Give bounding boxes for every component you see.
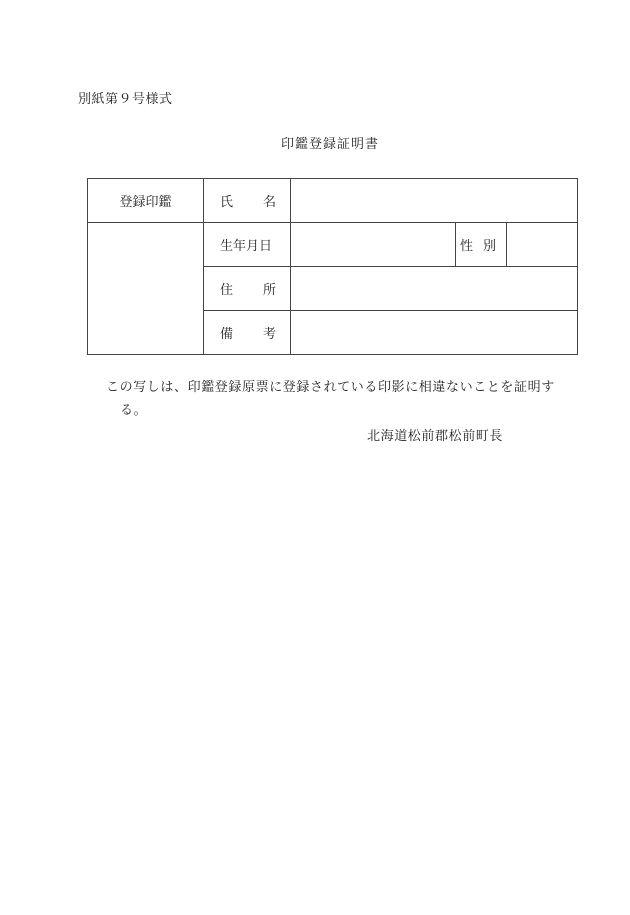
remarks-value-cell: [291, 311, 578, 355]
form-number-label: 別紙第９号様式: [78, 92, 173, 107]
address-value-cell: [291, 267, 578, 311]
remarks-label-cell: [204, 311, 291, 355]
name-value-cell: [291, 179, 578, 223]
name-label-char-1: 氏: [220, 195, 234, 210]
certificate-table: [87, 178, 578, 355]
statement-line-2: る。: [120, 403, 148, 418]
gender-value-cell: [507, 223, 578, 267]
registered-seal-label-cell: [88, 179, 204, 223]
gender-label-cell: [456, 223, 507, 267]
address-label-char-1: 住: [220, 283, 234, 298]
document-title: 印鑑登録証明書: [280, 137, 379, 152]
name-label-cell: [204, 179, 291, 223]
certification-statement: [106, 376, 596, 422]
birthdate-label: 生年月日: [220, 239, 273, 254]
registered-seal-label: 登録印鑑: [119, 195, 172, 210]
statement-line-1: この写しは、印鑑登録原票に登録されている印影に相違ないことを証明す: [106, 380, 555, 395]
issuer-name: 北海道松前郡松前町長: [367, 429, 504, 444]
address-label-char-2: 所: [262, 283, 276, 298]
birthdate-value-cell: [291, 223, 456, 267]
table-row: [88, 179, 578, 223]
gender-label-char-1: 性: [460, 239, 474, 254]
seal-impression-cell: [88, 223, 204, 355]
table-row: [88, 223, 578, 267]
remarks-label-char-2: 考: [262, 327, 276, 342]
address-label-cell: [204, 267, 291, 311]
name-label-char-2: 名: [262, 195, 276, 210]
gender-label-char-2: 別: [482, 239, 496, 254]
birthdate-label-cell: [204, 223, 291, 267]
remarks-label-char-1: 備: [220, 327, 234, 342]
